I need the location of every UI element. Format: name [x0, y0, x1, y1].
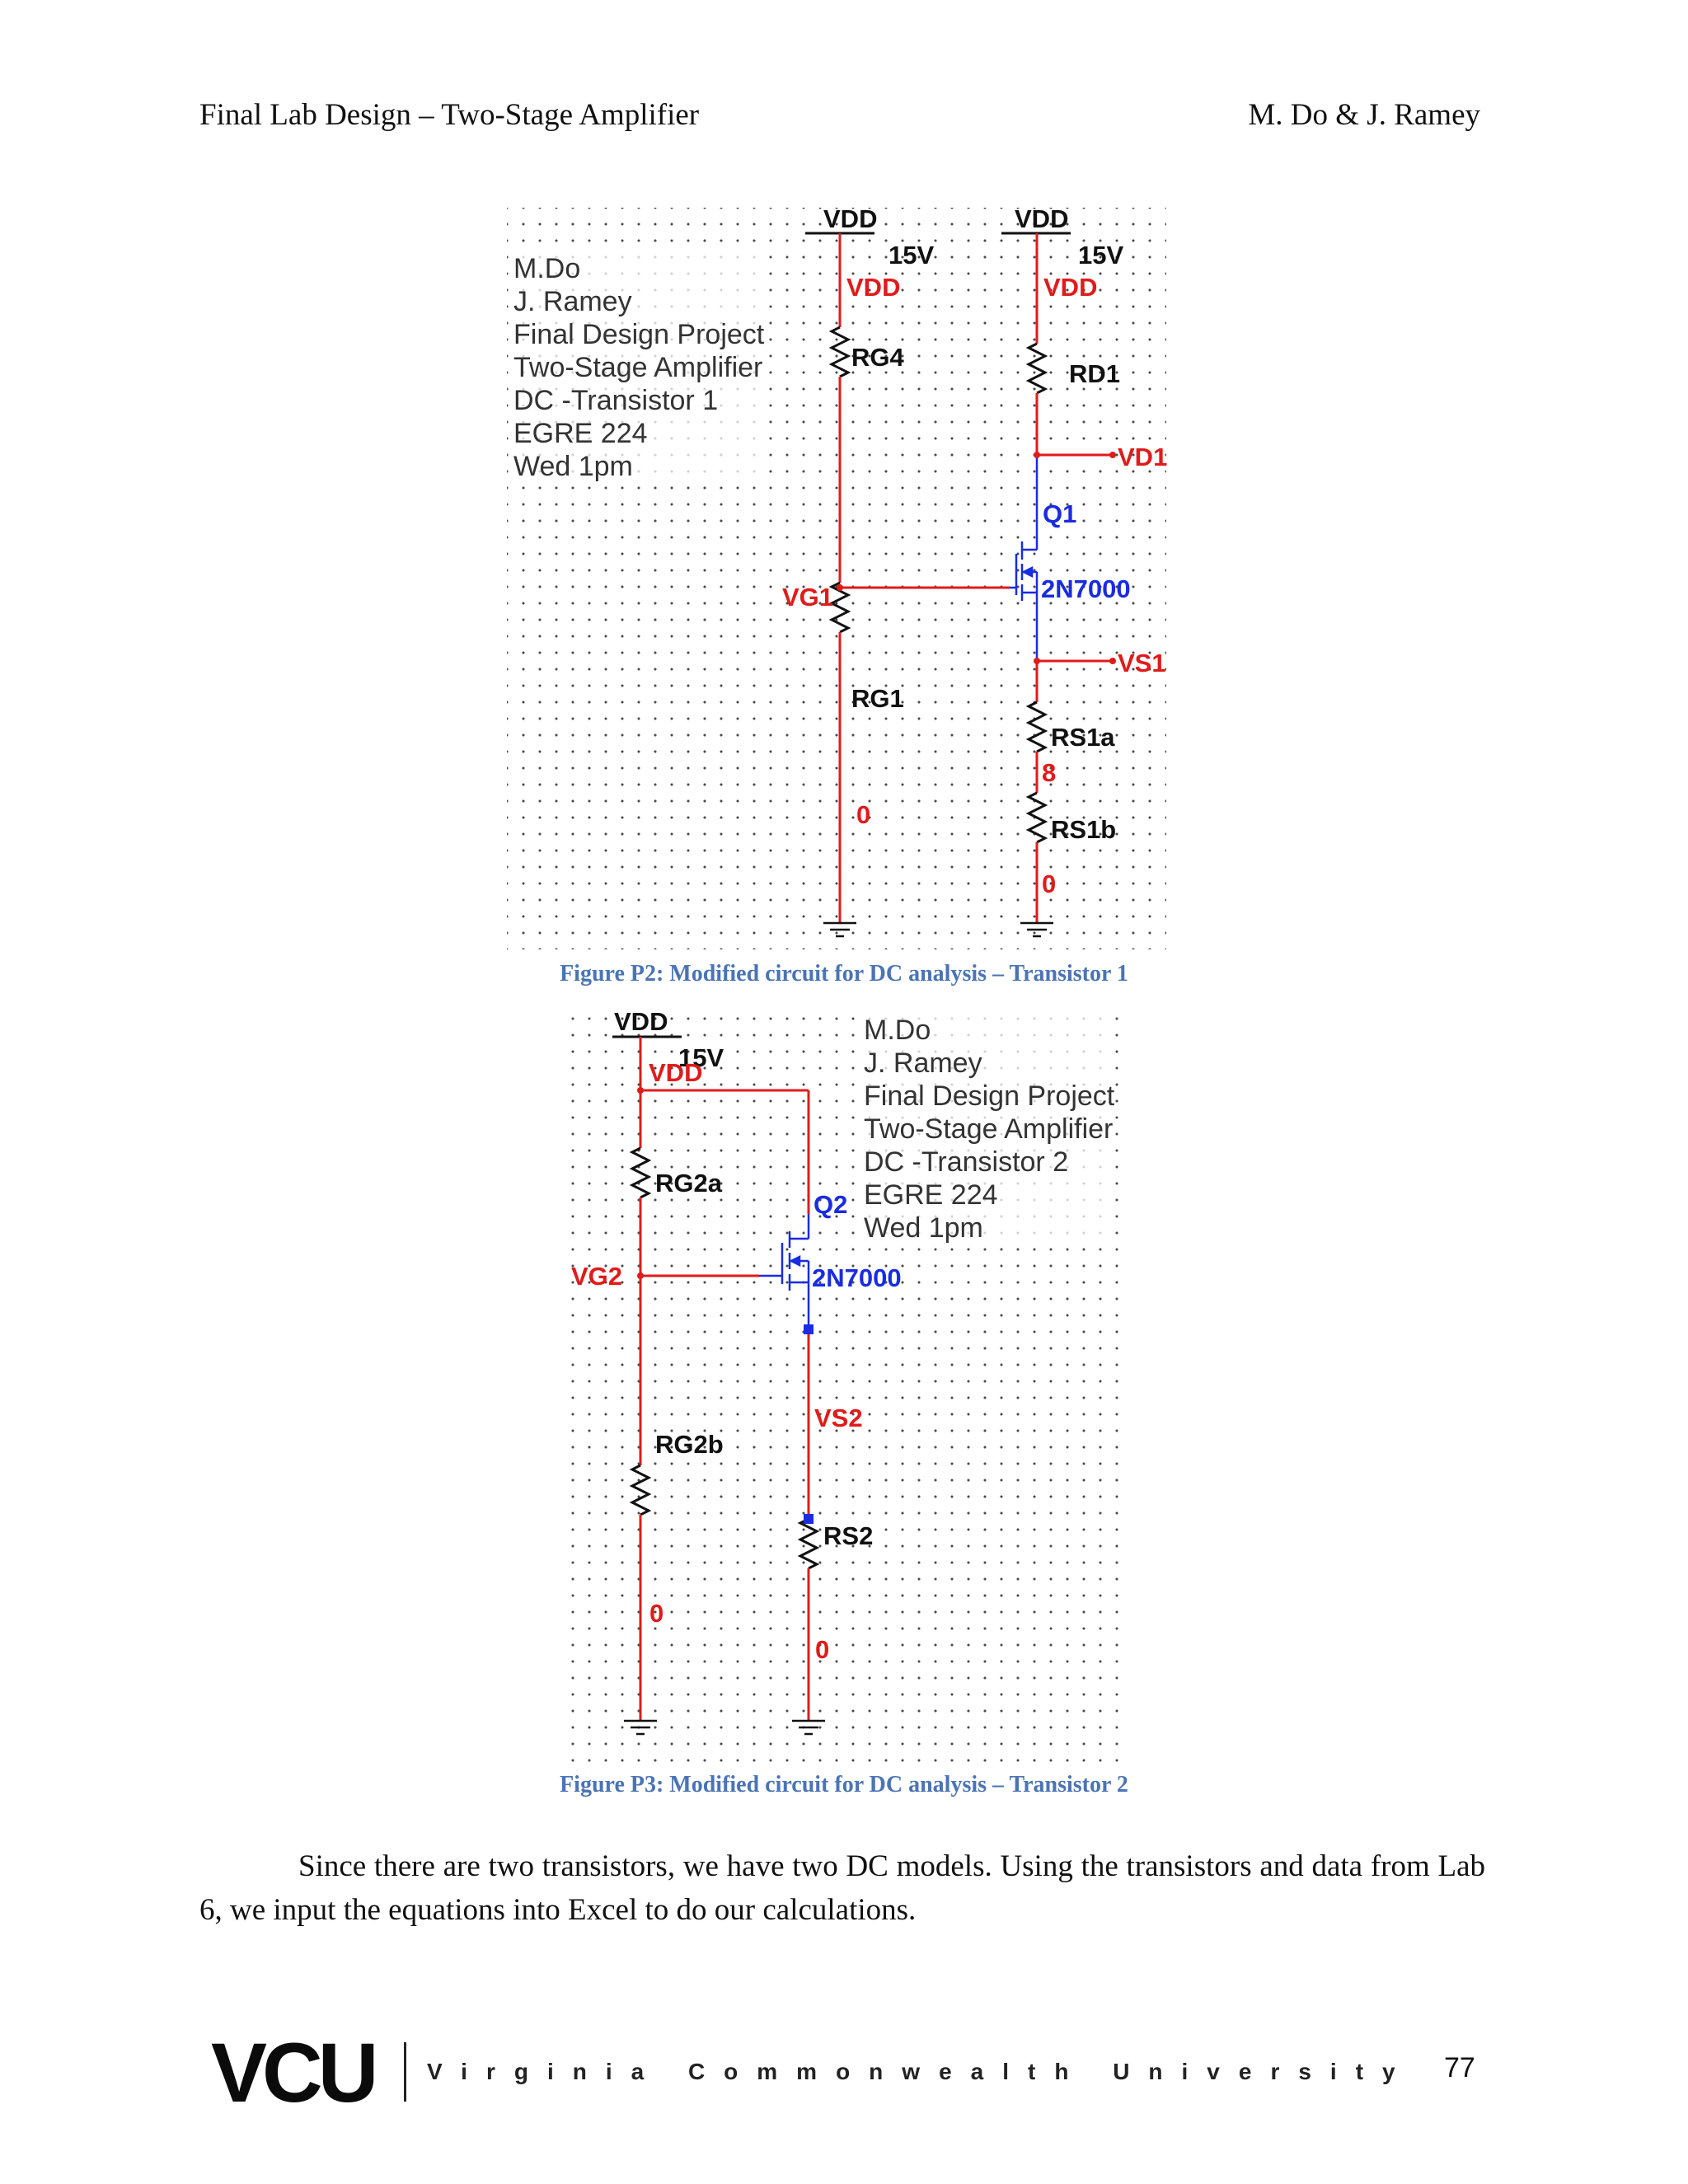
- footer: [211, 2026, 1497, 2120]
- junction-dot: [837, 584, 843, 591]
- net-label: VDD: [1043, 273, 1098, 302]
- university-name: Virginia Commonwealth University: [427, 2059, 1414, 2084]
- figure-p3-caption: Figure P3: Modified circuit for DC analysis – Transistor 2: [560, 1772, 1128, 1797]
- node-label: 0: [856, 800, 871, 829]
- body-paragraph-block: [199, 1844, 1485, 1932]
- rg4-resistor: [832, 327, 848, 377]
- resistor-label: RD1: [1069, 359, 1121, 388]
- net-label: VG2: [571, 1262, 623, 1291]
- rd1-resistor: [1029, 344, 1045, 393]
- part-number: 2N7000: [1041, 574, 1131, 603]
- figure-p2-circuit: [507, 204, 1168, 949]
- pin-marker: [804, 1514, 814, 1524]
- net-label: VS2: [814, 1404, 863, 1432]
- body-paragraph: Since there are two transistors, we have two DC models. Using the transistors and data from Lab 6, we input the equations into Excel to do our calculations.: [199, 1849, 1485, 1927]
- net-label: VS1: [1118, 649, 1166, 677]
- figure-p2-caption: Figure P2: Modified circuit for DC analysis – Transistor 1: [560, 961, 1128, 987]
- note-line: Final Design Project: [864, 1080, 1115, 1112]
- junction-dot: [1109, 658, 1116, 664]
- resistor-label: RG2a: [655, 1169, 722, 1197]
- q2-transistor: [759, 1214, 809, 1329]
- junction-dot: [1034, 658, 1040, 664]
- note-line: M.Do: [513, 252, 764, 285]
- rs1a-resistor: [1029, 702, 1045, 752]
- note-line: EGRE 224: [864, 1179, 1114, 1212]
- transistor-label: Q1: [1043, 499, 1077, 528]
- node-label: 0: [649, 1599, 664, 1628]
- figure-p2-schematic: [507, 204, 1168, 949]
- footer-divider: [404, 2042, 406, 2102]
- page-number: 77: [1444, 2052, 1475, 2083]
- rg2b-resistor: [632, 1465, 649, 1515]
- junction-dot: [1109, 452, 1116, 458]
- vdd-source-label: VDD: [1015, 204, 1069, 233]
- note-line: Final Design Project: [513, 319, 765, 350]
- node-label: 8: [1042, 758, 1057, 787]
- header-authors: M. Do & J. Ramey: [1248, 98, 1480, 132]
- note-line: Two-Stage Amplifier: [513, 352, 763, 383]
- pin-marker: [804, 1324, 814, 1334]
- vdd-source-label: VDD: [823, 204, 878, 233]
- resistor-label: RS1b: [1051, 815, 1117, 844]
- note-line: Wed 1pm: [513, 450, 764, 483]
- net-label: VD1: [1118, 443, 1168, 471]
- node-label: 0: [1042, 869, 1057, 898]
- ground-symbols: [823, 923, 1053, 936]
- resistor-label: RG4: [851, 343, 904, 372]
- part-number: 2N7000: [812, 1263, 902, 1292]
- rs1b-resistor: [1029, 793, 1045, 842]
- figure-p3-schematic: [563, 1004, 1132, 1766]
- q1-transistor: [1010, 455, 1037, 661]
- resistor-label: RG1: [851, 684, 904, 713]
- note-line: J. Ramey: [864, 1047, 1114, 1080]
- ground-symbols: [624, 1721, 825, 1734]
- resistor-label: RS1a: [1051, 723, 1115, 752]
- note-line: J. Ramey: [513, 285, 764, 318]
- source-voltage: 15V: [1078, 241, 1124, 269]
- net-label: VG1: [782, 583, 834, 612]
- rs2-resistor: [800, 1519, 817, 1568]
- transistor-label: Q2: [814, 1190, 848, 1219]
- junction-dot: [637, 1087, 644, 1094]
- rg2a-resistor: [632, 1148, 649, 1197]
- note-line: DC -Transistor 1: [513, 384, 764, 417]
- source-voltage: 15V: [889, 241, 935, 269]
- resistor-label: RG2b: [655, 1430, 724, 1459]
- note-line: Wed 1pm: [864, 1212, 1114, 1244]
- note-line: Two-Stage Amplifier: [864, 1113, 1114, 1145]
- vcu-logo: VCU: [211, 2026, 374, 2120]
- junction-dot: [1034, 452, 1040, 458]
- note-line: M.Do: [864, 1014, 1114, 1047]
- resistor-label: RS2: [823, 1521, 874, 1550]
- note-line: DC -Transistor 2: [864, 1146, 1114, 1179]
- figure-p3-circuit: [563, 1004, 1132, 1766]
- junction-dot: [637, 1272, 644, 1279]
- vdd-source-label: VDD: [614, 1007, 668, 1036]
- net-label: VDD: [846, 273, 901, 302]
- source-voltage: 15V: [678, 1043, 724, 1072]
- net-label: VDD: [649, 1058, 703, 1087]
- header-title: Final Lab Design – Two-Stage Amplifier: [199, 98, 700, 132]
- node-label: 0: [815, 1635, 830, 1664]
- note-line: EGRE 224: [513, 417, 764, 450]
